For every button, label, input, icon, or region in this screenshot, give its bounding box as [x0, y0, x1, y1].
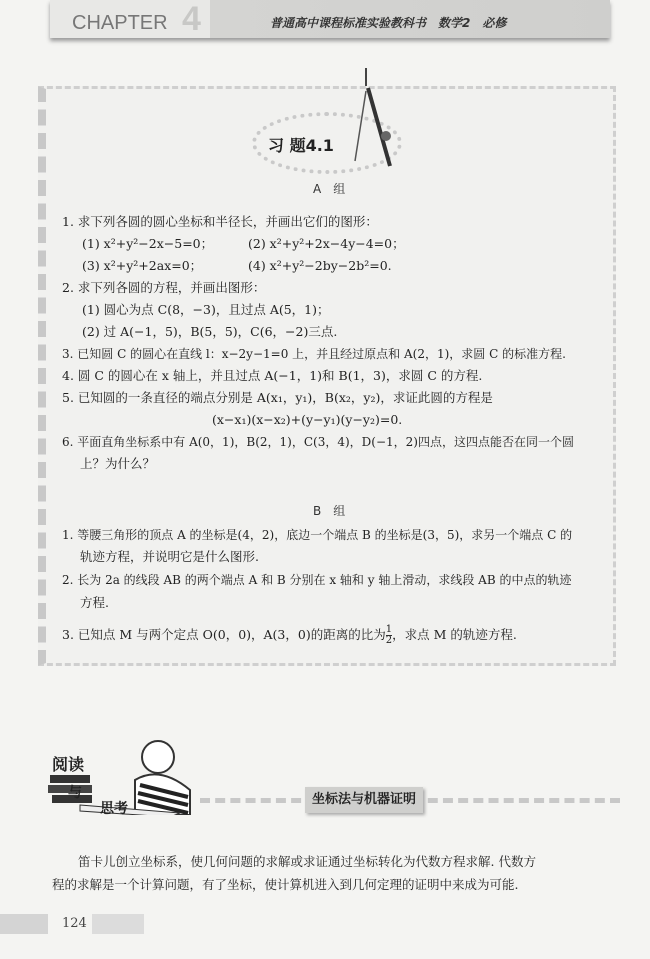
reading-paragraph-line-1: 笛卡儿创立坐标系，使几何问题的求解或求证通过坐标转化为代数方程求解. 代数方	[78, 854, 536, 869]
group-a-heading: A 组	[313, 182, 346, 196]
reading-paragraph-line-2: 程的求解是一个计算问题，有了坐标，使计算机进入到几何定理的证明中来成为可能.	[52, 877, 519, 892]
exercise-title: 习 题4.1	[268, 136, 334, 155]
problem-b1-cont: 轨迹方程，并说明它是什么图形.	[80, 549, 259, 564]
problem-a5: 5. 已知圆的一条直径的端点分别是 A(x₁，y₁)，B(x₂，y₂)，求证此圆的方程是	[62, 390, 493, 405]
group-b-heading: B 组	[313, 504, 346, 518]
problem-b2-cont: 方程.	[80, 595, 109, 610]
problem-a4: 4. 圆 C 的圆心在 x 轴上，并且过点 A(−1，1)和 B(1，3)，求圆 C 的方程.	[62, 368, 483, 383]
problem-b2: 2. 长为 2a 的线段 AB 的两个端点 A 和 B 分别在 x 轴和 y 轴上滑动，求线段 AB 的中点的轨迹	[62, 573, 572, 587]
footer-block	[92, 914, 144, 934]
problem-b3-tail: ，求点 M 的轨迹方程.	[392, 627, 517, 642]
problem-a3: 3. 已知圆 C 的圆心在直线 l：x−2y−1=0 上，并且经过原点和 A(2，1)，求圆 C 的标准方程.	[62, 347, 566, 361]
problem-a5-formula: (x−x₁)(x−x₂)+(y−y₁)(y−y₂)=0.	[212, 412, 403, 427]
problem-a2: 2. 求下列各圆的方程，并画出图形：	[62, 280, 266, 295]
problem-a1-3: (3) x²+y²+2ax=0；	[82, 258, 203, 273]
problem-b1: 1. 等腰三角形的顶点 A 的坐标是(4，2)，底边一个端点 B 的坐标是(3，5)，求另一个端点 C 的	[62, 528, 573, 542]
svg-text:阅读: 阅读	[52, 755, 85, 774]
problem-a6: 6. 平面直角坐标系中有 A(0，1)，B(2，1)，C(3，4)，D(−1，2)四点，这四点能否在同一个圆	[62, 435, 574, 449]
page-header	[50, 0, 610, 38]
problem-a1-1: (1) x²+y²−2x−5=0；	[82, 236, 214, 251]
footer-block	[0, 914, 48, 934]
fraction-denominator: 2	[385, 635, 393, 646]
svg-text:与: 与	[68, 785, 82, 801]
chapter-number: 4	[182, 0, 201, 38]
fraction-numerator: 1	[385, 624, 393, 635]
problem-b3	[62, 625, 517, 646]
page-footer	[0, 914, 160, 934]
problem-a6-cont: 上？为什么？	[80, 456, 156, 471]
problem-a1-2: (2) x²+y²+2x−4y−4=0；	[248, 236, 405, 251]
svg-text:思考: 思考	[100, 801, 128, 815]
problem-a1-4: (4) x²+y²−2by−2b²=0.	[248, 258, 392, 273]
compass-icon	[350, 66, 400, 176]
problem-a2-2: (2) 过 A(−1，5)，B(5，5)，C(6，−2)三点.	[82, 324, 338, 339]
page-number: 124	[62, 916, 87, 931]
reading-title: 坐标法与机器证明	[305, 787, 423, 813]
book-title: 普通高中课程标准实验教科书 数学2 必修	[270, 16, 507, 30]
problem-a1: 1. 求下列各圆的圆心坐标和半径长，并画出它们的图形：	[62, 214, 378, 229]
problem-b3-text: 3. 已知点 M 与两个定点 O(0，0)，A(3，0)的距离的比为	[62, 627, 386, 642]
problem-a2-1: (1) 圆心为点 C(8，−3)，且过点 A(5，1)；	[82, 302, 330, 317]
chapter-label: CHAPTER	[72, 12, 168, 34]
reading-and-thinking-logo	[40, 735, 200, 815]
